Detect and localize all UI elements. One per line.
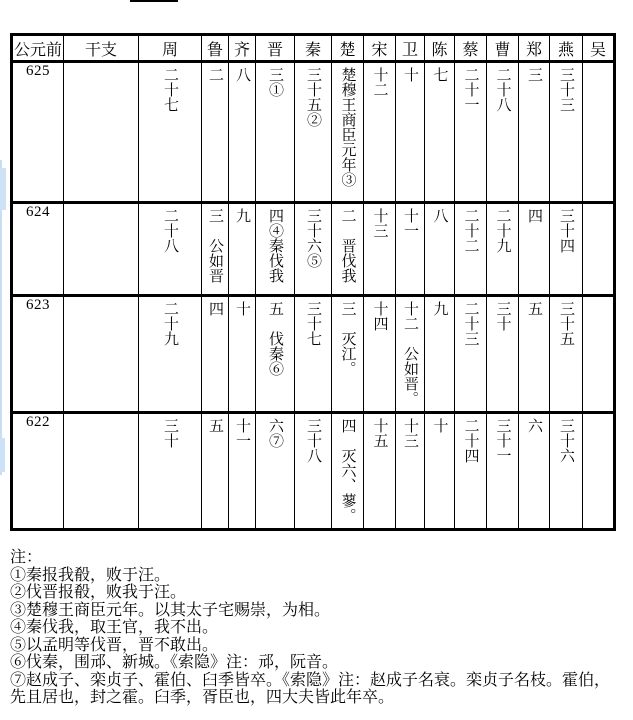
- cell-624-cao: [487, 203, 519, 296]
- cell-vertical-text: 三十五②: [305, 67, 321, 127]
- cell-623-zheng: [519, 296, 550, 413]
- cell-vertical-text: 楚穆王商臣元年③: [339, 67, 356, 187]
- table-header-row: [12, 35, 615, 62]
- cell-vertical-text: 八: [234, 67, 250, 82]
- cell-vertical-text: 十: [431, 418, 448, 433]
- cell-622-ganzhi: [64, 413, 139, 530]
- column-header-qin: 秦: [295, 35, 332, 62]
- cell-vertical-text: 十五: [371, 418, 388, 448]
- cell-623-zhou: [139, 296, 202, 413]
- cell-vertical-text: 三: [526, 67, 542, 82]
- cell-vertical-text: 三十六⑤: [305, 208, 321, 268]
- cell-vertical-text: 二 晋伐我: [339, 208, 356, 283]
- cell-vertical-text: 三十八: [305, 418, 321, 463]
- cell-vertical-text: 十二: [371, 67, 388, 97]
- cell-vertical-text: 二十九: [494, 208, 511, 253]
- cell-vertical-text: 十三: [402, 418, 418, 448]
- cell-625-zheng: [519, 62, 550, 203]
- cell-622-cai: [455, 413, 487, 530]
- cell-624-yan: [550, 203, 583, 296]
- cell-vertical-text: 三 公如晋: [207, 208, 223, 283]
- cell-625-zhou: [139, 62, 202, 203]
- note-line: ④秦伐我，取王官，我不出。: [10, 619, 219, 636]
- cell-625-jin: [256, 62, 295, 203]
- cell-vertical-text: 九: [431, 301, 448, 316]
- column-header-cai: 蔡: [455, 35, 487, 62]
- cell-625-cai: [455, 62, 487, 203]
- note-line: ③楚穆王商臣元年。以其太子宅赐崇，为相。: [10, 601, 331, 619]
- cell-vertical-text: 七: [431, 67, 448, 82]
- cell-624-wei: [396, 203, 425, 296]
- year-cell-623: 623: [12, 296, 64, 413]
- cell-624-qin: [295, 203, 332, 296]
- cell-622-qin: [295, 413, 332, 530]
- note-line: ②伐晋报殽，败我于汪。: [10, 584, 187, 601]
- cell-622-yan: [550, 413, 583, 530]
- note-line: 先且居也，封之霍。臼季，胥臣也，四大夫皆此年卒。: [10, 689, 395, 706]
- cell-vertical-text: 十: [234, 301, 250, 316]
- note-line: ⑦赵成子、栾贞子、霍伯、臼季皆卒。《索隐》注：赵成子名衰。栾贞子名枝。霍伯，: [10, 671, 611, 689]
- cell-vertical-text: 五: [526, 301, 542, 316]
- cell-624-song: [364, 203, 396, 296]
- cell-vertical-text: 二: [207, 67, 223, 82]
- cell-622-zhou: [139, 413, 202, 530]
- top-border-fragment: [130, 0, 178, 2]
- cell-623-chen: [425, 296, 455, 413]
- notes: [10, 549, 610, 707]
- cell-vertical-text: 四 灭六、蓼。: [339, 418, 356, 523]
- cell-624-ganzhi: [64, 203, 139, 296]
- cell-622-cao: [487, 413, 519, 530]
- cell-vertical-text: 二十八: [494, 67, 511, 112]
- cell-vertical-text: 三十四: [558, 208, 574, 253]
- cell-vertical-text: 二十三: [462, 301, 479, 346]
- column-header-lu: 鲁: [202, 35, 229, 62]
- cell-vertical-text: 二十九: [162, 301, 178, 346]
- table-body: [12, 62, 615, 530]
- column-header-wei: 卫: [396, 35, 425, 62]
- cell-622-chu: [332, 413, 364, 530]
- cell-623-wu: [583, 296, 615, 413]
- cell-623-chu: [332, 296, 364, 413]
- cell-624-jin: [256, 203, 295, 296]
- cell-vertical-text: 三 灭江。: [339, 301, 356, 376]
- cell-vertical-text: 四: [207, 301, 223, 316]
- table-row-622: [12, 413, 615, 530]
- cell-vertical-text: 三十七: [305, 301, 321, 346]
- column-header-gongyuanqian: 公元前: [12, 35, 64, 62]
- column-header-yan: 燕: [550, 35, 583, 62]
- cell-622-wu: [583, 413, 615, 530]
- cell-625-chu: [332, 62, 364, 203]
- cell-623-yan: [550, 296, 583, 413]
- note-line: ⑥伐秦，围邧、新城。《索隐》注：邧，阮音。: [10, 654, 339, 671]
- cell-622-zheng: [519, 413, 550, 530]
- cell-623-song: [364, 296, 396, 413]
- cell-624-chen: [425, 203, 455, 296]
- cell-vertical-text: 九: [234, 208, 250, 223]
- cell-vertical-text: 三十: [494, 301, 511, 331]
- cell-622-qi: [229, 413, 256, 530]
- cell-623-lu: [202, 296, 229, 413]
- left-edge-artifact-blob: [0, 168, 6, 210]
- column-header-zhou: 周: [139, 35, 202, 62]
- cell-625-wu: [583, 62, 615, 203]
- cell-624-zheng: [519, 203, 550, 296]
- table-row-625: [12, 62, 615, 203]
- cell-623-cao: [487, 296, 519, 413]
- column-header-chen: 陈: [425, 35, 455, 62]
- column-header-chu: 楚: [332, 35, 364, 62]
- cell-625-chen: [425, 62, 455, 203]
- cell-vertical-text: 三十五: [558, 301, 574, 346]
- cell-624-chu: [332, 203, 364, 296]
- cell-vertical-text: 五 伐秦⑥: [267, 301, 283, 376]
- cell-vertical-text: 六⑦: [267, 418, 283, 448]
- column-header-song: 宋: [364, 35, 396, 62]
- cell-622-chen: [425, 413, 455, 530]
- cell-vertical-text: 四: [526, 208, 542, 223]
- note-line: ⑤以孟明等伐晋，晋不敢出。: [10, 636, 219, 654]
- cell-vertical-text: 十四: [371, 301, 388, 331]
- cell-623-qin: [295, 296, 332, 413]
- left-edge-artifact-blob: [0, 438, 5, 472]
- cell-625-song: [364, 62, 396, 203]
- cell-vertical-text: 三①: [267, 67, 283, 97]
- cell-625-wei: [396, 62, 425, 203]
- cell-vertical-text: 二十二: [462, 208, 479, 253]
- table-row-624: [12, 203, 615, 296]
- cell-623-ganzhi: [64, 296, 139, 413]
- cell-624-zhou: [139, 203, 202, 296]
- cell-625-cao: [487, 62, 519, 203]
- year-cell-625: 625: [12, 62, 64, 203]
- cell-625-qi: [229, 62, 256, 203]
- column-header-wu: 吴: [583, 35, 615, 62]
- year-cell-624: 624: [12, 203, 64, 296]
- cell-vertical-text: 二十七: [162, 67, 178, 112]
- cell-vertical-text: 十: [402, 67, 418, 82]
- table-row-623: [12, 296, 615, 413]
- cell-622-wei: [396, 413, 425, 530]
- notes-lines: [10, 567, 610, 707]
- chronology-table: [10, 33, 616, 531]
- cell-624-cai: [455, 203, 487, 296]
- cell-625-ganzhi: [64, 62, 139, 203]
- notes-heading: 注：: [10, 549, 43, 566]
- cell-vertical-text: 三十: [162, 418, 178, 448]
- cell-625-qin: [295, 62, 332, 203]
- cell-vertical-text: 六: [526, 418, 542, 433]
- cell-vertical-text: 三十三: [558, 67, 574, 112]
- cell-622-lu: [202, 413, 229, 530]
- column-header-zheng: 郑: [519, 35, 550, 62]
- cell-623-qi: [229, 296, 256, 413]
- cell-622-song: [364, 413, 396, 530]
- cell-vertical-text: 二十一: [462, 67, 479, 112]
- cell-vertical-text: 四④秦伐我: [267, 208, 283, 283]
- column-header-cao: 曹: [487, 35, 519, 62]
- cell-624-wu: [583, 203, 615, 296]
- cell-624-qi: [229, 203, 256, 296]
- column-header-ganzhi: 干支: [64, 35, 139, 62]
- cell-622-jin: [256, 413, 295, 530]
- cell-624-lu: [202, 203, 229, 296]
- cell-vertical-text: 二十四: [462, 418, 479, 463]
- cell-vertical-text: 十一: [402, 208, 418, 238]
- cell-vertical-text: 三十一: [494, 418, 511, 463]
- cell-vertical-text: 八: [431, 208, 448, 223]
- cell-623-wei: [396, 296, 425, 413]
- cell-vertical-text: 五: [207, 418, 223, 433]
- cell-623-cai: [455, 296, 487, 413]
- cell-vertical-text: 二十八: [162, 208, 178, 253]
- cell-vertical-text: 十一: [234, 418, 250, 448]
- column-header-jin: 晋: [256, 35, 295, 62]
- note-line: ①秦报我殽，败于汪。: [10, 566, 171, 584]
- cell-vertical-text: 十二 公如晋。: [402, 301, 418, 406]
- cell-625-lu: [202, 62, 229, 203]
- column-header-qi: 齐: [229, 35, 256, 62]
- cell-vertical-text: 三十六: [558, 418, 574, 463]
- year-cell-622: 622: [12, 413, 64, 530]
- cell-vertical-text: 十三: [371, 208, 388, 238]
- cell-625-yan: [550, 62, 583, 203]
- cell-623-jin: [256, 296, 295, 413]
